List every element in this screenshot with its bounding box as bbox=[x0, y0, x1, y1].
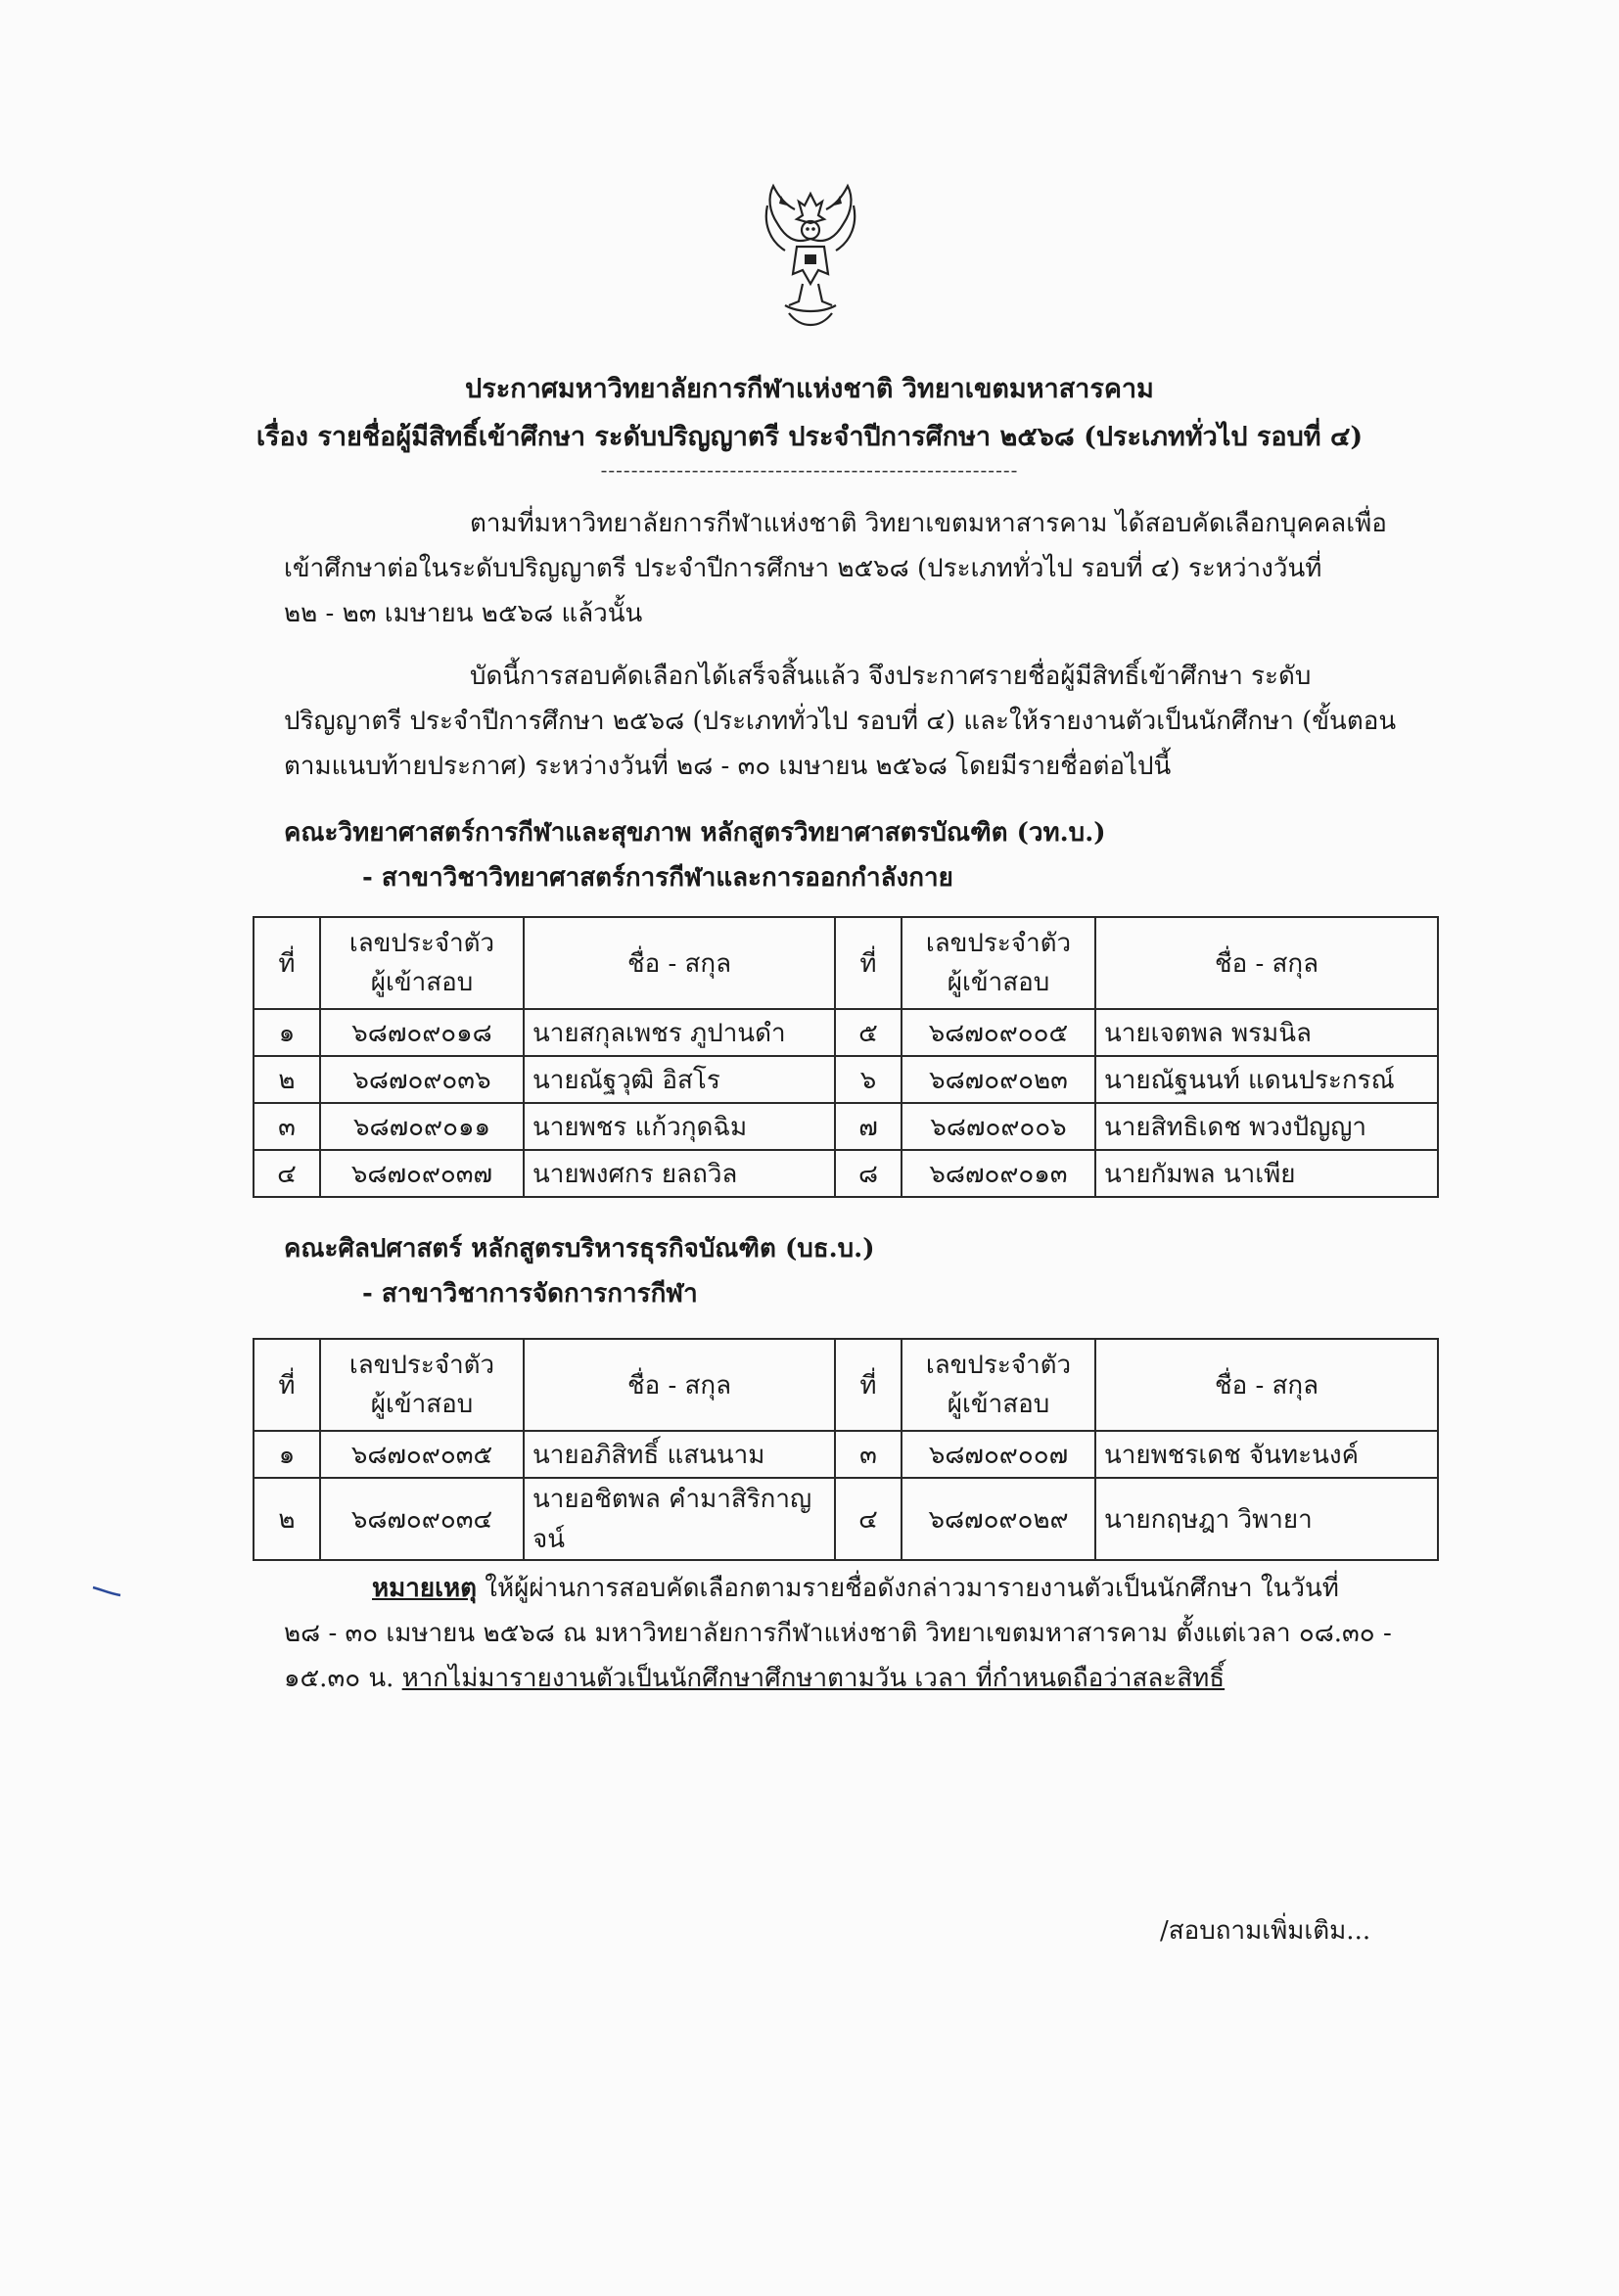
roster-table bbox=[253, 1338, 1439, 1561]
header-no: ที่ bbox=[835, 1339, 902, 1431]
paragraph-announcement bbox=[284, 654, 1410, 789]
paragraph-line: ปริญญาตรี ประจำปีการศึกษา ๒๕๖๘ (ประเภททั่วไป รอบที่ ๔) และให้รายงานตัวเป็นนักศึกษา (ขั้นตอน bbox=[284, 707, 1397, 736]
header-id-line2: ผู้เข้าสอบ bbox=[947, 968, 1050, 997]
cell-name: นายณัฐนนท์ แดนประกรณ์ bbox=[1095, 1056, 1438, 1103]
roster-table bbox=[253, 916, 1439, 1198]
cell-id: ๖๘๗๐๙๐๑๓ bbox=[902, 1150, 1095, 1197]
table-row bbox=[254, 1103, 1438, 1150]
cell-no: ๕ bbox=[835, 1009, 902, 1056]
table-row bbox=[254, 1431, 1438, 1478]
header-id-line1: เลขประจำตัว bbox=[348, 929, 495, 958]
header-id-line2: ผู้เข้าสอบ bbox=[947, 1390, 1050, 1419]
remarks-label: หมายเหตุ bbox=[372, 1574, 478, 1603]
header-id-line1: เลขประจำตัว bbox=[348, 1351, 495, 1380]
table-row bbox=[254, 1009, 1438, 1056]
cell-id: ๖๘๗๐๙๐๑๑ bbox=[320, 1103, 524, 1150]
paragraph-line: ตามแนบท้ายประกาศ) ระหว่างวันที่ ๒๘ - ๓๐ เมษายน ๒๕๖๘ โดยมีรายชื่อต่อไปนี้ bbox=[284, 752, 1172, 781]
announcement-title: ประกาศมหาวิทยาลัยการกีฬาแห่งชาติ วิทยาเขตมหาสารคาม bbox=[465, 374, 1154, 404]
remarks-paragraph bbox=[284, 1566, 1419, 1701]
header-name: ชื่อ - สกุล bbox=[1095, 917, 1438, 1009]
major-heading: - สาขาวิชาการจัดการการกีฬา bbox=[362, 1279, 698, 1309]
header-id-line1: เลขประจำตัว bbox=[925, 929, 1072, 958]
header-id bbox=[902, 1339, 1095, 1431]
header-no: ที่ bbox=[254, 1339, 320, 1431]
cell-no: ๓ bbox=[254, 1103, 320, 1150]
header-id-line2: ผู้เข้าสอบ bbox=[370, 968, 474, 997]
cell-no: ๒ bbox=[254, 1478, 320, 1560]
remarks-line bbox=[284, 1656, 1419, 1701]
paragraph-line: ตามที่มหาวิทยาลัยการกีฬาแห่งชาติ วิทยาเขตมหาสารคาม ได้สอบคัดเลือกบุคคลเพื่อ bbox=[470, 509, 1387, 538]
cell-name: นายกฤษฎา วิพายา bbox=[1095, 1478, 1438, 1560]
header-id bbox=[902, 917, 1095, 1009]
divider-rule: ------------------------------------------------------- bbox=[600, 458, 1019, 482]
remarks-line bbox=[284, 1566, 1419, 1611]
cell-id: ๖๘๗๐๙๐๐๕ bbox=[902, 1009, 1095, 1056]
cell-no: ๑ bbox=[254, 1431, 320, 1478]
header-name: ชื่อ - สกุล bbox=[524, 917, 835, 1009]
cell-id: ๖๘๗๐๙๐๓๕ bbox=[320, 1431, 524, 1478]
table-row bbox=[254, 1150, 1438, 1197]
cell-id: ๖๘๗๐๙๐๒๙ bbox=[902, 1478, 1095, 1560]
table-header-row bbox=[254, 917, 1438, 1009]
cell-name: นายอภิสิทธิ์ แสนนาม bbox=[524, 1431, 835, 1478]
major-heading: - สาขาวิชาวิทยาศาสตร์การกีฬาและการออกกำลังกาย bbox=[362, 863, 953, 893]
cell-name: นายสิทธิเดช พวงปัญญา bbox=[1095, 1103, 1438, 1150]
header-name: ชื่อ - สกุล bbox=[524, 1339, 835, 1431]
cell-name: นายกัมพล นาเพีย bbox=[1095, 1150, 1438, 1197]
remarks-line: ๒๘ - ๓๐ เมษายน ๒๕๖๘ ณ มหาวิทยาลัยการกีฬาแห่งชาติ วิทยาเขตมหาสารคาม ตั้งแต่เวลา ๐๘.๓๐ - bbox=[284, 1619, 1392, 1648]
paragraph-intro bbox=[284, 501, 1410, 636]
cell-no: ๑ bbox=[254, 1009, 320, 1056]
remarks-time: ๑๕.๓๐ น. bbox=[284, 1664, 402, 1693]
table-header-row bbox=[254, 1339, 1438, 1431]
remarks-text: ให้ผู้ผ่านการสอบคัดเลือกตามรายชื่อดังกล่าวมารายงานตัวเป็นนักศึกษา ในวันที่ bbox=[477, 1574, 1339, 1603]
continuation-note: /สอบถามเพิ่มเติม... bbox=[1160, 1916, 1371, 1946]
cell-name: นายณัฐวุฒิ อิสโร bbox=[524, 1056, 835, 1103]
garuda-emblem-icon bbox=[760, 176, 862, 338]
header-no: ที่ bbox=[254, 917, 320, 1009]
stray-pen-mark-icon bbox=[91, 1585, 122, 1597]
table-row bbox=[254, 1056, 1438, 1103]
cell-no: ๒ bbox=[254, 1056, 320, 1103]
faculty-heading: คณะศิลปศาสตร์ หลักสูตรบริหารธุรกิจบัณฑิต (บธ.บ.) bbox=[284, 1234, 875, 1263]
header-id-line2: ผู้เข้าสอบ bbox=[370, 1390, 474, 1419]
table-row bbox=[254, 1478, 1438, 1560]
cell-id: ๖๘๗๐๙๐๐๖ bbox=[902, 1103, 1095, 1150]
cell-no: ๔ bbox=[254, 1150, 320, 1197]
announcement-subject: เรื่อง รายชื่อผู้มีสิทธิ์เข้าศึกษา ระดับปริญญาตรี ประจำปีการศึกษา ๒๕๖๘ (ประเภททั่วไป รอบที่ ๔) bbox=[255, 422, 1364, 452]
cell-name: นายเจตพล พรมนิล bbox=[1095, 1009, 1438, 1056]
cell-id: ๖๘๗๐๙๐๓๖ bbox=[320, 1056, 524, 1103]
header-name: ชื่อ - สกุล bbox=[1095, 1339, 1438, 1431]
header-id-line1: เลขประจำตัว bbox=[925, 1351, 1072, 1380]
cell-name: นายพงศกร ยลถวิล bbox=[524, 1150, 835, 1197]
cell-name: นายอชิตพล คำมาสิริกาญจน์ bbox=[524, 1478, 835, 1560]
remarks-warning: หากไม่มารายงานตัวเป็นนักศึกษาศึกษาตามวัน เวลา ที่กำหนดถือว่าสละสิทธิ์ bbox=[401, 1664, 1226, 1693]
cell-name: นายพชร แก้วกุดฉิม bbox=[524, 1103, 835, 1150]
paragraph-line: เข้าศึกษาต่อในระดับปริญญาตรี ประจำปีการศึกษา ๒๕๖๘ (ประเภททั่วไป รอบที่ ๔) ระหว่างวันที่ bbox=[284, 554, 1322, 583]
cell-id: ๖๘๗๐๙๐๒๓ bbox=[902, 1056, 1095, 1103]
faculty-heading: คณะวิทยาศาสตร์การกีฬาและสุขภาพ หลักสูตรวิทยาศาสตรบัณฑิต (วท.บ.) bbox=[284, 818, 1106, 848]
cell-no: ๗ bbox=[835, 1103, 902, 1150]
cell-no: ๖ bbox=[835, 1056, 902, 1103]
cell-name: นายพชรเดช จันทะนงค์ bbox=[1095, 1431, 1438, 1478]
cell-no: ๘ bbox=[835, 1150, 902, 1197]
cell-id: ๖๘๗๐๙๐๐๗ bbox=[902, 1431, 1095, 1478]
header-no: ที่ bbox=[835, 917, 902, 1009]
cell-id: ๖๘๗๐๙๐๓๗ bbox=[320, 1150, 524, 1197]
cell-id: ๖๘๗๐๙๐๑๘ bbox=[320, 1009, 524, 1056]
paragraph-line: บัดนี้การสอบคัดเลือกได้เสร็จสิ้นแล้ว จึงประกาศรายชื่อผู้มีสิทธิ์เข้าศึกษา ระดับ bbox=[470, 662, 1312, 691]
header-id bbox=[320, 1339, 524, 1431]
cell-no: ๓ bbox=[835, 1431, 902, 1478]
cell-name: นายสกุลเพชร ภูปานดำ bbox=[524, 1009, 835, 1056]
paragraph-line: ๒๒ - ๒๓ เมษายน ๒๕๖๘ แล้วนั้น bbox=[284, 599, 643, 628]
cell-no: ๔ bbox=[835, 1478, 902, 1560]
cell-id: ๖๘๗๐๙๐๓๔ bbox=[320, 1478, 524, 1560]
header-id bbox=[320, 917, 524, 1009]
